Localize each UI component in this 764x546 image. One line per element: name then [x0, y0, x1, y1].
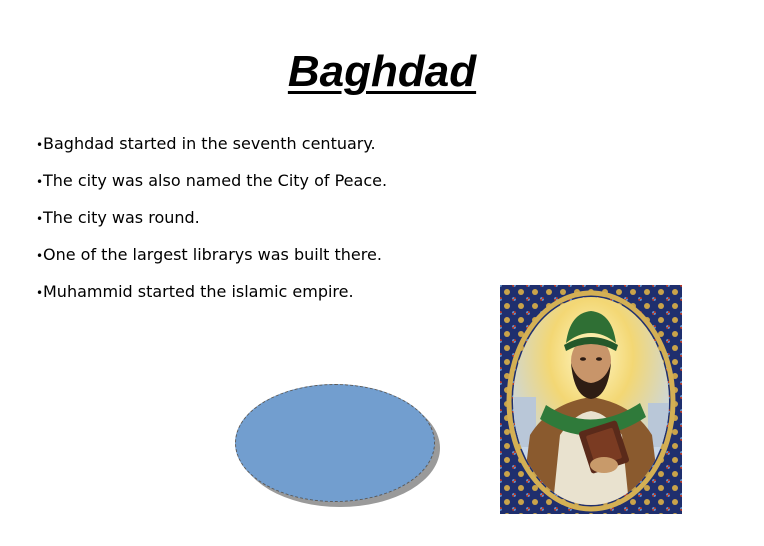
portrait-illustration	[500, 285, 682, 514]
bullet-dot-icon: •	[36, 138, 44, 152]
bullet-list	[36, 133, 387, 318]
bullet-dot-icon: •	[36, 212, 44, 226]
portrait-image	[500, 285, 682, 514]
slide-title: Baghdad	[287, 47, 477, 96]
oval-shape[interactable]	[235, 384, 435, 502]
bullet-item	[36, 281, 387, 318]
bullet-text: Muhammid started the islamic empire.	[43, 282, 354, 301]
bullet-item	[36, 244, 387, 281]
bullet-text: One of the largest librarys was built there.	[43, 245, 382, 264]
bullet-item	[36, 207, 387, 244]
bullet-dot-icon: •	[36, 249, 44, 263]
bullet-text: Baghdad started in the seventh centuary.	[43, 134, 376, 153]
bullet-item	[36, 170, 387, 207]
bullet-item	[36, 133, 387, 170]
bullet-text: The city was also named the City of Peace.	[43, 171, 388, 190]
bullet-dot-icon: •	[36, 286, 44, 300]
bullet-text: The city was round.	[43, 208, 200, 227]
bullet-dot-icon: •	[36, 175, 44, 189]
